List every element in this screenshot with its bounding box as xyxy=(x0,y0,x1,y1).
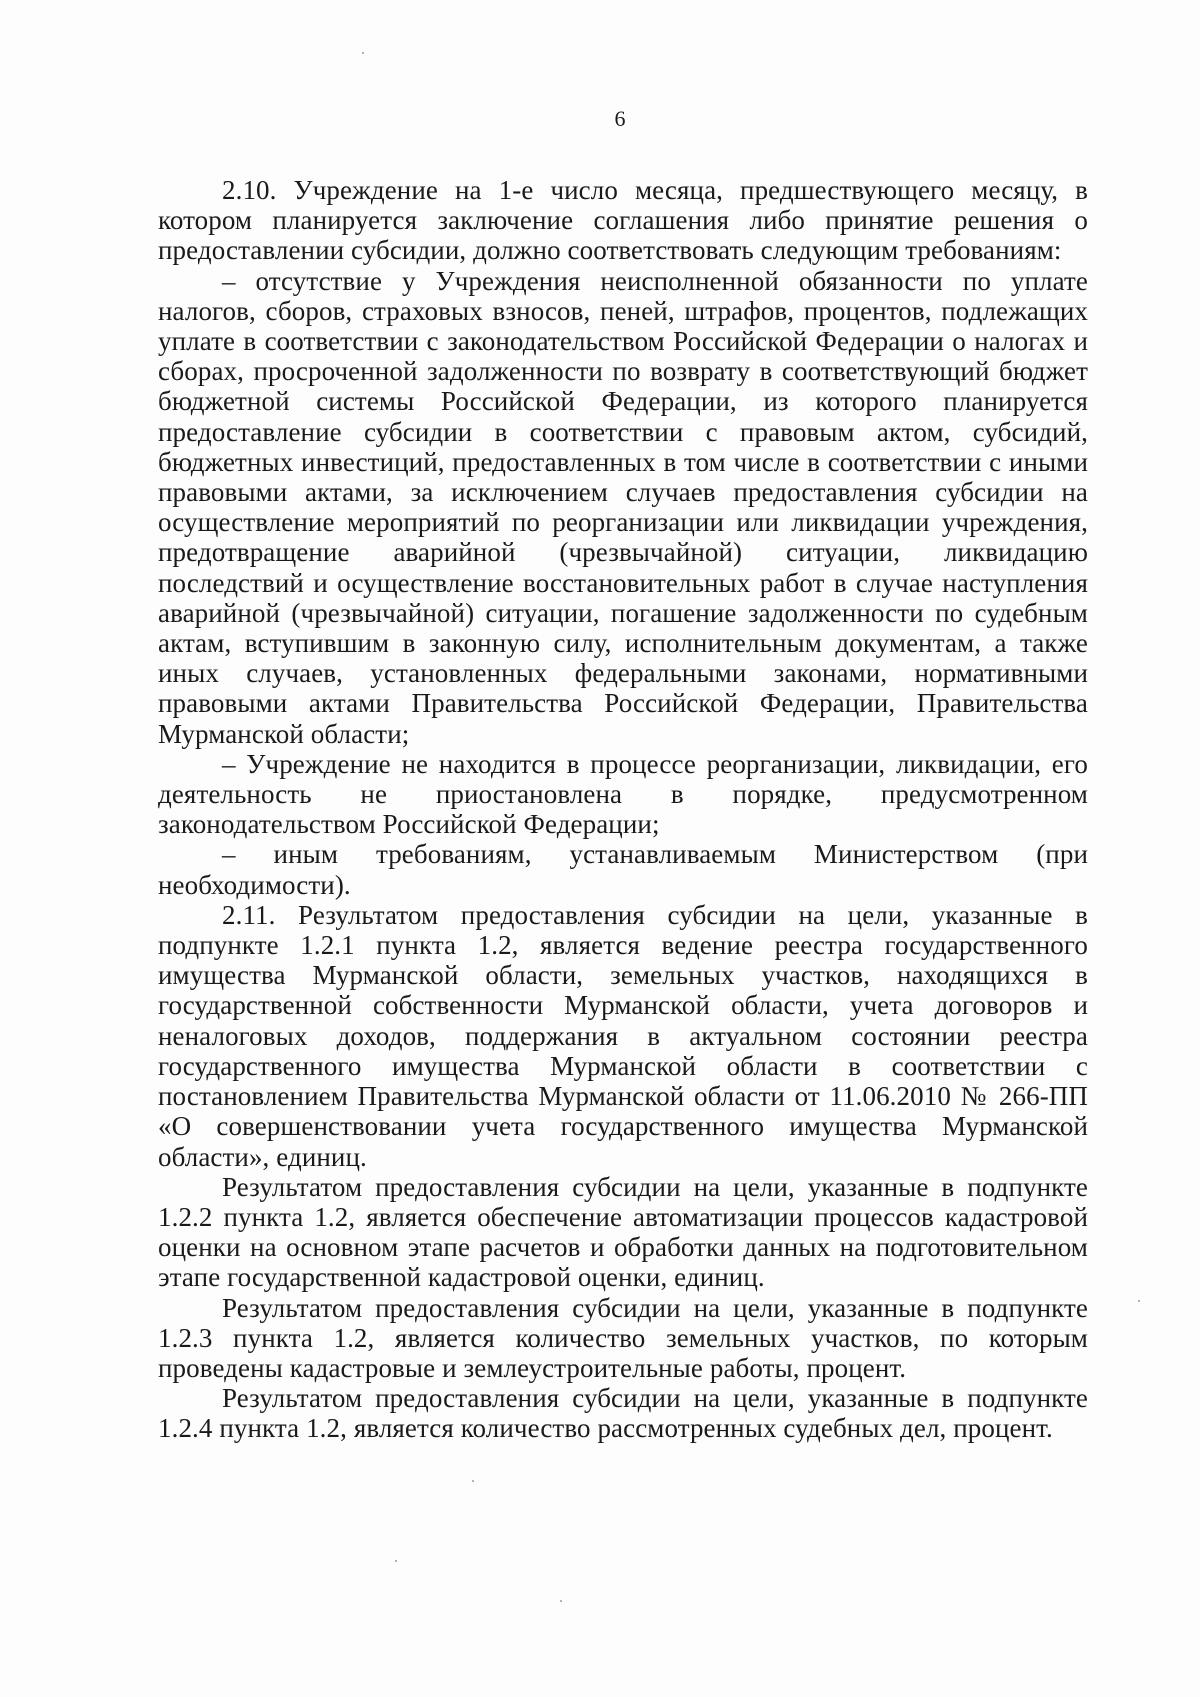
requirement-no-debt: – отсутствие у Учреждения неисполненной обязанности по уплате налогов, сборов, страховых взносов, пеней, штрафов, процентов, подлежащих уплате в соответствии с законодательством Российской Федерации о налогах и сборах, просроченной задолженности по возврату в соответствующий бюджет бюджетной системы Российской Федерации, из которого планируется предоставление субсидии в соответствии с правовым актом, субсидий, бюджетных инвестиций, предоставленных в том числе в соответствии с иными правовыми актами, за исключением случаев предоставления субсидии на осуществление мероприятий по реорганизации или ликвидации учреждения, предотвращение аварийной (чрезвычайной) ситуации, ликвидацию последствий и осуществление восстановительных работ в случае наступления аварийной (чрезвычайной) ситуации, погашение задолженности по судебным актам, вступившим в законную силу, исполнительным документам, а также иных случаев, установленных федеральными законами, нормативными правовыми актами Правительства Российской Федерации, Правительства Мурманской области; xyxy=(158,265,1088,749)
page-number: 6 xyxy=(614,106,626,131)
result-1-2-2: Результатом предоставления субсидии на цели, указанные в подпункте 1.2.2 пункта 1.2, является обеспечение автоматизации процессов кадастровой оценки на основном этапе расчетов и обработки данных на подготовительном этапе государственной кадастровой оценки, единиц. xyxy=(158,1171,1088,1293)
result-1-2-4: Результатом предоставления субсидии на цели, указанные в подпункте 1.2.4 пункта 1.2, является количество рассмотренных судебных дел, процент. xyxy=(158,1383,1088,1444)
scan-speck xyxy=(1138,1300,1140,1302)
requirement-no-reorganization: – Учреждение не находится в процессе реорганизации, ликвидации, его деятельность не приостановлена в порядке, предусмотренном законодательством Российской Федерации; xyxy=(158,748,1088,840)
paragraph-2-10: 2.10. Учреждение на 1-е число месяца, предшествующего месяцу, в котором планируется заключение соглашения либо принятие решения о предоставлении субсидии, должно соответствовать следующим требованиям: xyxy=(158,175,1088,266)
scan-speck xyxy=(472,1480,474,1482)
scan-speck xyxy=(395,1560,397,1562)
requirement-other: – иным требованиям, устанавливаемым Министерством (при необходимости). xyxy=(158,839,1088,900)
scan-speck xyxy=(560,1600,562,1602)
scan-speck xyxy=(362,52,364,54)
document-body xyxy=(158,175,1088,1444)
result-1-2-3: Результатом предоставления субсидии на цели, указанные в подпункте 1.2.3 пункта 1.2, является количество земельных участков, по которым проведены кадастровые и землеустроительные работы, процент. xyxy=(158,1292,1088,1383)
paragraph-2-11: 2.11. Результатом предоставления субсидии на цели, указанные в подпункте 1.2.1 пункта 1.2, является ведение реестра государственного имущества Мурманской области, земельных участков, находящихся в государственной собственности Мурманской области, учета договоров и неналоговых доходов, поддержания в актуальном состоянии реестра государственного имущества Мурманской области в соответствии с постановлением Правительства Мурманской области от 11.06.2010 № 266-ПП «О совершенствовании учета государственного имущества Мурманской области», единиц. xyxy=(158,899,1088,1172)
